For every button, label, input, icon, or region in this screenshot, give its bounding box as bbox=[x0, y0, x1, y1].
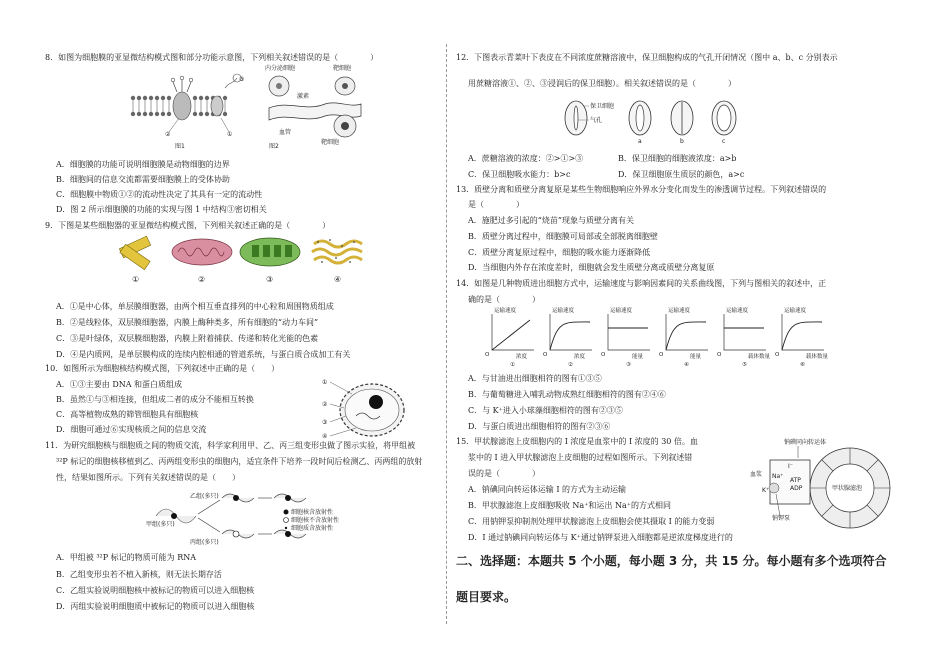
q15-option-d[interactable]: D．I 通过钠碘同向转运体与 K⁺通过钠钾泵进入细胞都是逆浓度梯度进行的 bbox=[468, 533, 733, 542]
q12-option-a[interactable]: A．蔗糖溶液的浓度：②>①>③ bbox=[468, 154, 584, 163]
svg-text:钠碘同向转运体: 钠碘同向转运体 bbox=[784, 439, 827, 446]
svg-text:I⁻: I⁻ bbox=[788, 463, 793, 470]
graph-number: ① bbox=[510, 362, 515, 368]
svg-text:细胞核含放射性: 细胞核含放射性 bbox=[291, 509, 334, 516]
graph-origin: O bbox=[543, 352, 548, 358]
q10-option-c[interactable]: C．高等植物成熟的筛管细胞具有细胞核 bbox=[56, 410, 199, 419]
q13-option-a[interactable]: A．施肥过多引起的“烧苗”现象与质壁分离有关 bbox=[468, 216, 634, 225]
svg-text:血管: 血管 bbox=[279, 129, 292, 136]
q10-nucleus bbox=[322, 372, 412, 442]
graph-ylabel: 运输速度 bbox=[610, 308, 633, 314]
q10-stem: 10．如图所示为细胞核结构模式图，下列叙述中正确的是（ ） bbox=[45, 364, 280, 373]
graph-ylabel: 运输速度 bbox=[494, 308, 517, 314]
section2-heading-line1: 二、选择题：本题共 5 个小题，每小题 3 分，共 15 分。每小题有多个选项符合 bbox=[456, 554, 887, 568]
graph-axes bbox=[608, 314, 650, 350]
svg-text:③: ③ bbox=[322, 419, 328, 426]
graph-curve bbox=[782, 322, 822, 350]
q14-option-d[interactable]: D．与蛋白质进出细胞相符的图有②③⑥ bbox=[468, 422, 611, 431]
q9-option-d[interactable]: D．④是内质网，是单层膜构成的连续内腔相通的管道系统，与蛋白质合成加工有关 bbox=[56, 350, 351, 359]
q11-option-c[interactable]: C．乙组实验说明细胞核中被标记的物质可以进入细胞核 bbox=[56, 586, 255, 595]
q8-option-d[interactable]: D．图 2 所示细胞膜的功能的实现与图 1 中结构③密切相关 bbox=[56, 205, 267, 214]
q12-option-d[interactable]: D．保卫细胞原生质层的颜色，a>c bbox=[618, 170, 745, 179]
q13-option-c[interactable]: C．质壁分离复原过程中，细胞的吸水能力逐渐降低 bbox=[468, 248, 651, 257]
column-divider bbox=[446, 44, 447, 624]
svg-text:细胞质含放射性: 细胞质含放射性 bbox=[291, 525, 334, 532]
q13-stem-line2: 是（ ） bbox=[468, 200, 524, 209]
q13-stem-line1: 13．质壁分离和质壁分离复原是某些生物细胞响应外界水分变化而发生的渗透调节过程。下列叙述错误的 bbox=[456, 185, 827, 194]
er-image bbox=[312, 239, 362, 263]
q15-option-b[interactable]: B．甲状腺滤泡上皮细胞吸收 Na⁺和运出 Na⁺的方式相同 bbox=[468, 501, 671, 510]
svg-text:激素: 激素 bbox=[297, 93, 310, 100]
graph-origin: O bbox=[485, 352, 490, 358]
svg-text:④: ④ bbox=[322, 433, 328, 440]
q13-option-d[interactable]: D．当细胞内外存在浓度差时，细胞就会发生质壁分离或质壁分离复原 bbox=[468, 263, 715, 272]
graph-ylabel: 运输速度 bbox=[726, 308, 749, 314]
q15-follicle-figure bbox=[728, 438, 898, 536]
transport-graph-2 bbox=[543, 306, 592, 368]
transport-graph-6 bbox=[775, 306, 829, 368]
transport-graph-4 bbox=[659, 306, 708, 368]
svg-text:甲组(多只): 甲组(多只) bbox=[146, 521, 175, 528]
transport-graph-3 bbox=[601, 306, 650, 368]
q14-option-c[interactable]: C．与 K⁺进入小球藻细胞相符的图有②③⑤ bbox=[468, 406, 623, 415]
q15-stem-line1: 15．甲状腺滤泡上皮细胞内的 I 浓度是血浆中的 I 浓度的 30 倍。血 bbox=[456, 437, 698, 446]
section2-heading-line2: 题目要求。 bbox=[456, 590, 517, 604]
q14-option-b[interactable]: B．与葡萄糖进入哺乳动物成熟红细胞相符的图有②④⑥ bbox=[468, 390, 666, 399]
svg-text:甲状腺滤泡: 甲状腺滤泡 bbox=[832, 485, 863, 492]
graph-origin: O bbox=[717, 352, 722, 358]
svg-text:①: ① bbox=[227, 131, 233, 138]
graph-origin: O bbox=[659, 352, 664, 358]
graph-xlabel: 载体数量 bbox=[748, 354, 771, 360]
q8-stem: 8．如图为细胞膜的亚显微结构模式图和部分功能示意图，下列相关叙述错误的是（ ） bbox=[45, 53, 379, 62]
graph-xlabel: 浓度 bbox=[516, 354, 528, 360]
graph-number: ③ bbox=[626, 362, 631, 368]
svg-text:保卫细胞: 保卫细胞 bbox=[590, 103, 615, 110]
svg-text:②: ② bbox=[165, 131, 171, 138]
svg-text:c: c bbox=[722, 138, 726, 145]
q11-option-b[interactable]: B．乙组变形虫若不植入新核，则无法长期存活 bbox=[56, 570, 222, 579]
q14-stem-line1: 14．如图是几种物质进出细胞方式中，运输速度与影响因素间的关系曲线图，下列与图相关的叙述中，正 bbox=[456, 279, 827, 288]
q9-option-a[interactable]: A．①是中心体，单层膜细胞器，由两个相互垂直排列的中心粒和周围物质组成 bbox=[56, 302, 334, 311]
graph-xlabel: 能量 bbox=[632, 354, 644, 360]
graph-xlabel: 浓度 bbox=[574, 354, 586, 360]
graph-number: ⑤ bbox=[742, 362, 747, 368]
q15-stem-line2: 浆中的 I 进入甲状腺滤泡上皮细胞的过程如图所示。下列叙述错 bbox=[468, 453, 693, 462]
mitochondrion-image bbox=[172, 239, 232, 265]
graph-number: ② bbox=[568, 362, 573, 368]
centriole-image bbox=[119, 236, 150, 270]
svg-text:Na⁺: Na⁺ bbox=[772, 473, 784, 480]
q11-stem-line3: 性，结果如图所示。下列有关叙述错误的是（ ） bbox=[56, 473, 240, 482]
graph-ylabel: 运输速度 bbox=[784, 308, 807, 314]
graph-curve bbox=[666, 322, 706, 350]
membrane-diagram bbox=[131, 74, 245, 150]
q12-option-c[interactable]: C．保卫细胞吸水能力：b>c bbox=[468, 170, 571, 179]
q12-option-b[interactable]: B．保卫细胞的细胞液浓度：a>b bbox=[618, 154, 737, 163]
graph-xlabel: 能量 bbox=[690, 354, 702, 360]
q8-option-c[interactable]: C．细胞膜中物质①②的流动性决定了其具有一定的流动性 bbox=[56, 190, 263, 199]
svg-text:图1: 图1 bbox=[175, 143, 185, 150]
q11-stem-line2: ³²P 标记的细胞核移植到乙、丙两组变形虫的细胞内，适宜条件下培养一段时间后检测乙、丙两组的放射 bbox=[56, 457, 423, 466]
svg-text:气孔: 气孔 bbox=[590, 117, 603, 124]
transport-graph-5 bbox=[717, 306, 771, 368]
q14-graphs bbox=[484, 306, 834, 368]
q12-stem-line2: 用蔗糖溶液①、②、③浸润后的保卫细胞）。相关叙述错误的是（ ） bbox=[468, 79, 736, 88]
q9-organelles bbox=[110, 234, 370, 286]
q10-option-b[interactable]: B．虽然①与③相连接，但组成二者的成分不能相互转换 bbox=[56, 395, 254, 404]
q11-stem-line1: 11．为研究细胞核与细胞质之间的物质交流，科学家利用甲、乙、丙三组变形虫做了图示实验，将甲组被 bbox=[45, 441, 416, 450]
q15-stem-line3: 误的是（ ） bbox=[468, 469, 540, 478]
svg-text:a: a bbox=[638, 138, 642, 145]
svg-text:ADP: ADP bbox=[790, 485, 803, 492]
svg-text:血浆: 血浆 bbox=[750, 471, 763, 478]
svg-text:丙组(多只): 丙组(多只) bbox=[190, 539, 219, 546]
svg-text:ATP: ATP bbox=[790, 477, 801, 484]
signal-diagram bbox=[265, 64, 361, 150]
svg-text:b: b bbox=[680, 138, 684, 145]
graph-ylabel: 运输速度 bbox=[552, 308, 575, 314]
svg-text:①: ① bbox=[132, 275, 140, 284]
q9-option-c[interactable]: C．③是叶绿体，双层膜细胞器，内膜上附着捕获、传递和转化光能的色素 bbox=[56, 334, 319, 343]
svg-text:靶细胞: 靶细胞 bbox=[321, 139, 340, 146]
q8-option-b[interactable]: B．细胞间的信息交流都需要细胞膜上的受体协助 bbox=[56, 175, 230, 184]
transport-graph-1 bbox=[485, 306, 534, 368]
graph-number: ⑥ bbox=[800, 362, 805, 368]
svg-text:图2: 图2 bbox=[269, 143, 279, 150]
q9-stem: 9．下图是某些细胞器的亚显微结构模式图，下列相关叙述正确的是（ ） bbox=[45, 221, 331, 230]
q10-option-a[interactable]: A．①③主要由 DNA 和蛋白质组成 bbox=[56, 380, 183, 389]
svg-text:②: ② bbox=[198, 275, 206, 284]
graph-origin: O bbox=[601, 352, 606, 358]
graph-ylabel: 运输速度 bbox=[668, 308, 691, 314]
svg-text:②: ② bbox=[322, 401, 328, 408]
q12-stem-line1: 12．下图表示青菜叶下表皮在不同浓度蔗糖溶液中，保卫细胞构成的气孔开闭情况（图中 a、b、c 分别表示 bbox=[456, 53, 838, 62]
q14-stem-line2: 确的是（ ） bbox=[468, 295, 540, 304]
q11-option-a[interactable]: A．甲组被 ³²P 标记的物质可能为 RNA bbox=[56, 553, 197, 562]
graph-number: ④ bbox=[684, 362, 689, 368]
svg-text:③: ③ bbox=[266, 275, 274, 284]
q12-stomata bbox=[560, 98, 750, 146]
q11-option-d[interactable]: D．丙组实验说明细胞质中被标记的物质可以进入细胞核 bbox=[56, 602, 255, 611]
q15-option-c[interactable]: C．用钠钾泵抑制剂处理甲状腺滤泡上皮细胞会使其摄取 I 的能力变弱 bbox=[468, 517, 715, 526]
svg-text:细胞核不含放射性: 细胞核不含放射性 bbox=[291, 517, 340, 524]
chloroplast-image bbox=[240, 238, 300, 266]
graph-curve bbox=[550, 322, 590, 350]
q15-option-a[interactable]: A．钠碘同向转运体运输 I 的方式为主动运输 bbox=[468, 485, 627, 494]
q10-option-d[interactable]: D．细胞可通过⑥实现核质之间的信息交流 bbox=[56, 425, 207, 434]
svg-text:内分泌细胞: 内分泌细胞 bbox=[265, 65, 296, 72]
svg-text:乙组(多只): 乙组(多只) bbox=[190, 493, 219, 500]
graph-axes bbox=[724, 314, 766, 350]
q14-option-a[interactable]: A．与甘油进出细胞相符的图有①③⑤ bbox=[468, 374, 602, 383]
graph-xlabel: 载体数量 bbox=[806, 354, 829, 360]
q8-option-a[interactable]: A．细胞膜的功能可说明细胞膜是动物细胞的边界 bbox=[56, 160, 230, 169]
svg-text:③: ③ bbox=[239, 76, 245, 83]
svg-text:④: ④ bbox=[334, 275, 342, 284]
svg-text:K⁺: K⁺ bbox=[762, 487, 770, 494]
svg-text:①: ① bbox=[322, 379, 328, 386]
svg-text:钠钾泵: 钠钾泵 bbox=[772, 515, 791, 522]
q8-figure bbox=[125, 64, 365, 154]
q9-option-b[interactable]: B．②是线粒体，双层膜细胞器，内膜上酶种类多，所有细胞的“动力车间” bbox=[56, 318, 319, 327]
q13-option-b[interactable]: B．质壁分离过程中，细胞膜可局部或全部脱离细胞壁 bbox=[468, 232, 658, 241]
graph-curve bbox=[492, 320, 530, 350]
q11-figure bbox=[146, 486, 346, 546]
graph-origin: O bbox=[775, 352, 780, 358]
svg-text:靶细胞: 靶细胞 bbox=[333, 65, 352, 72]
